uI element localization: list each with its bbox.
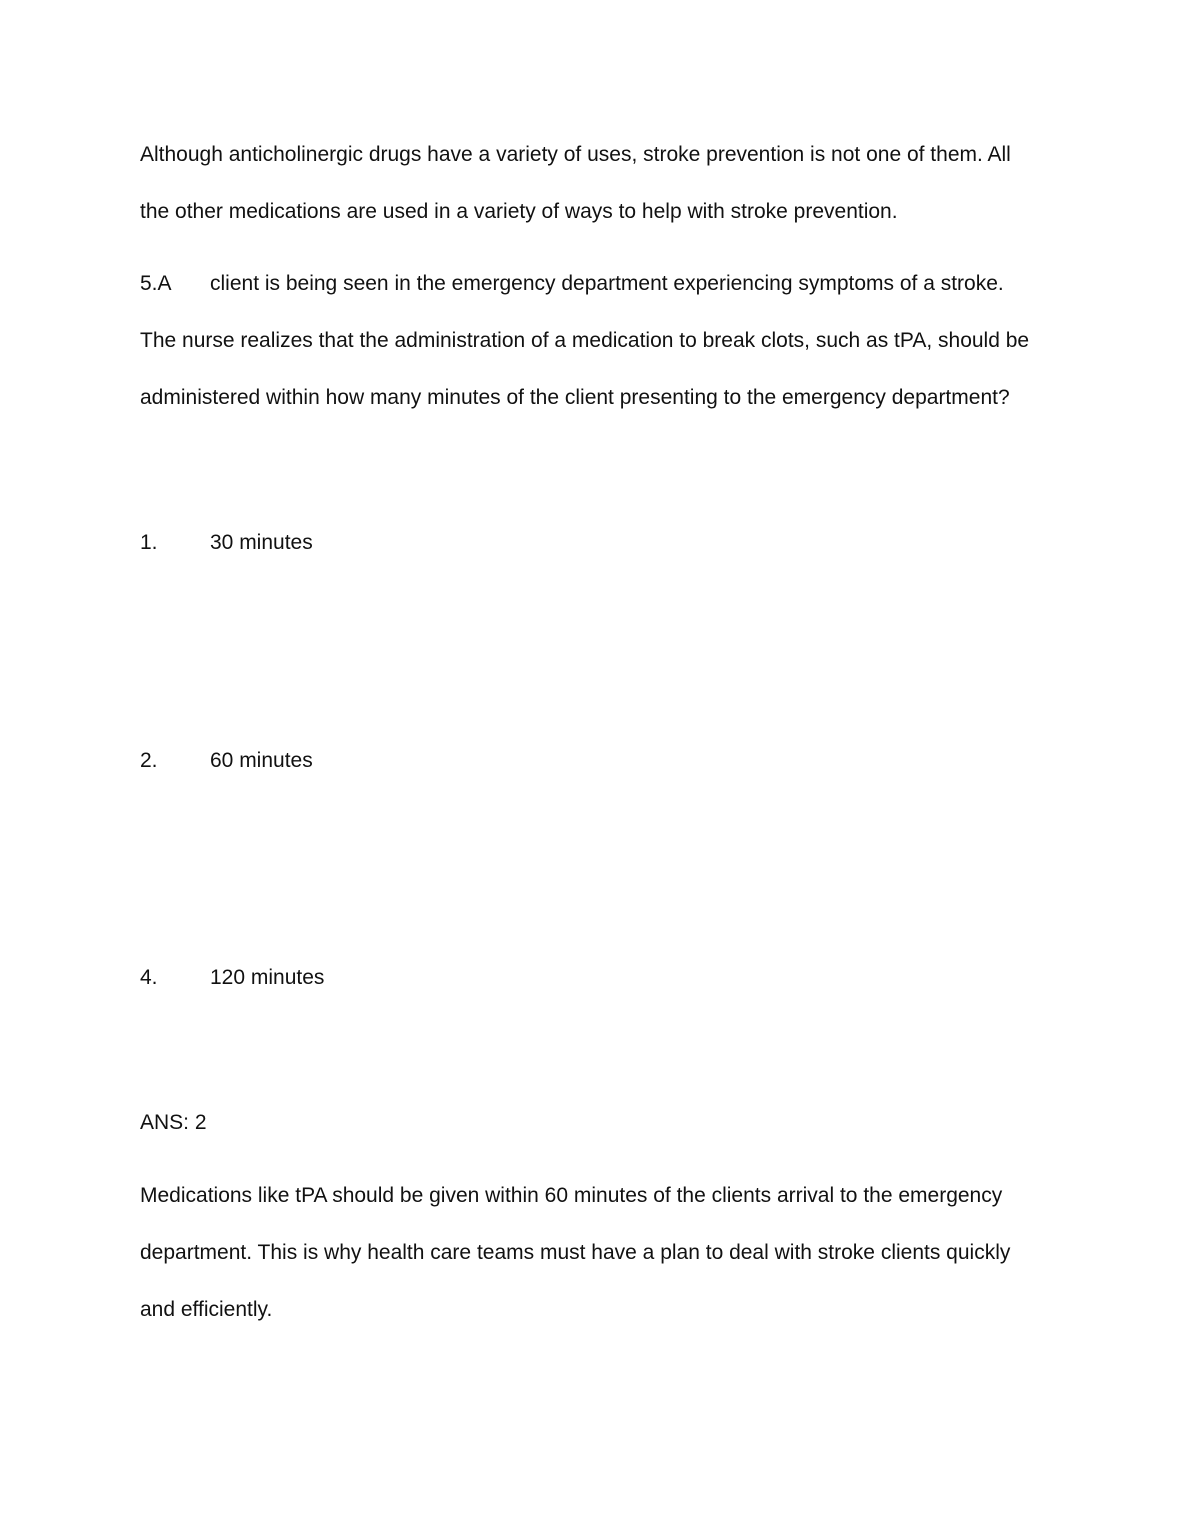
rationale-line-3: and efficiently. — [140, 1298, 273, 1321]
rationale-line-2: department. This is why health care teams must have a plan to deal with stroke clients quickly — [140, 1241, 1011, 1264]
option-number-4: 4. — [140, 966, 158, 989]
intro-line-2: the other medications are used in a variety of ways to help with stroke prevention. — [140, 200, 898, 223]
option-text-1: 30 minutes — [210, 531, 313, 554]
option-number-1: 1. — [140, 531, 158, 554]
question-line-2: The nurse realizes that the administration of a medication to break clots, such as tPA, should be — [140, 329, 1030, 352]
question-line-3: administered within how many minutes of the client presenting to the emergency department? — [140, 386, 1010, 409]
question-line-1: client is being seen in the emergency department experiencing symptoms of a stroke. — [210, 272, 1004, 295]
option-text-2: 60 minutes — [210, 749, 313, 772]
answer-label: ANS: 2 — [140, 1111, 207, 1134]
intro-line-1: Although anticholinergic drugs have a variety of uses, stroke prevention is not one of them. All — [140, 143, 1011, 166]
option-number-2: 2. — [140, 749, 158, 772]
rationale-line-1: Medications like tPA should be given within 60 minutes of the clients arrival to the emergency — [140, 1184, 1003, 1207]
question-number: 5.A — [140, 272, 172, 295]
option-text-4: 120 minutes — [210, 966, 325, 989]
